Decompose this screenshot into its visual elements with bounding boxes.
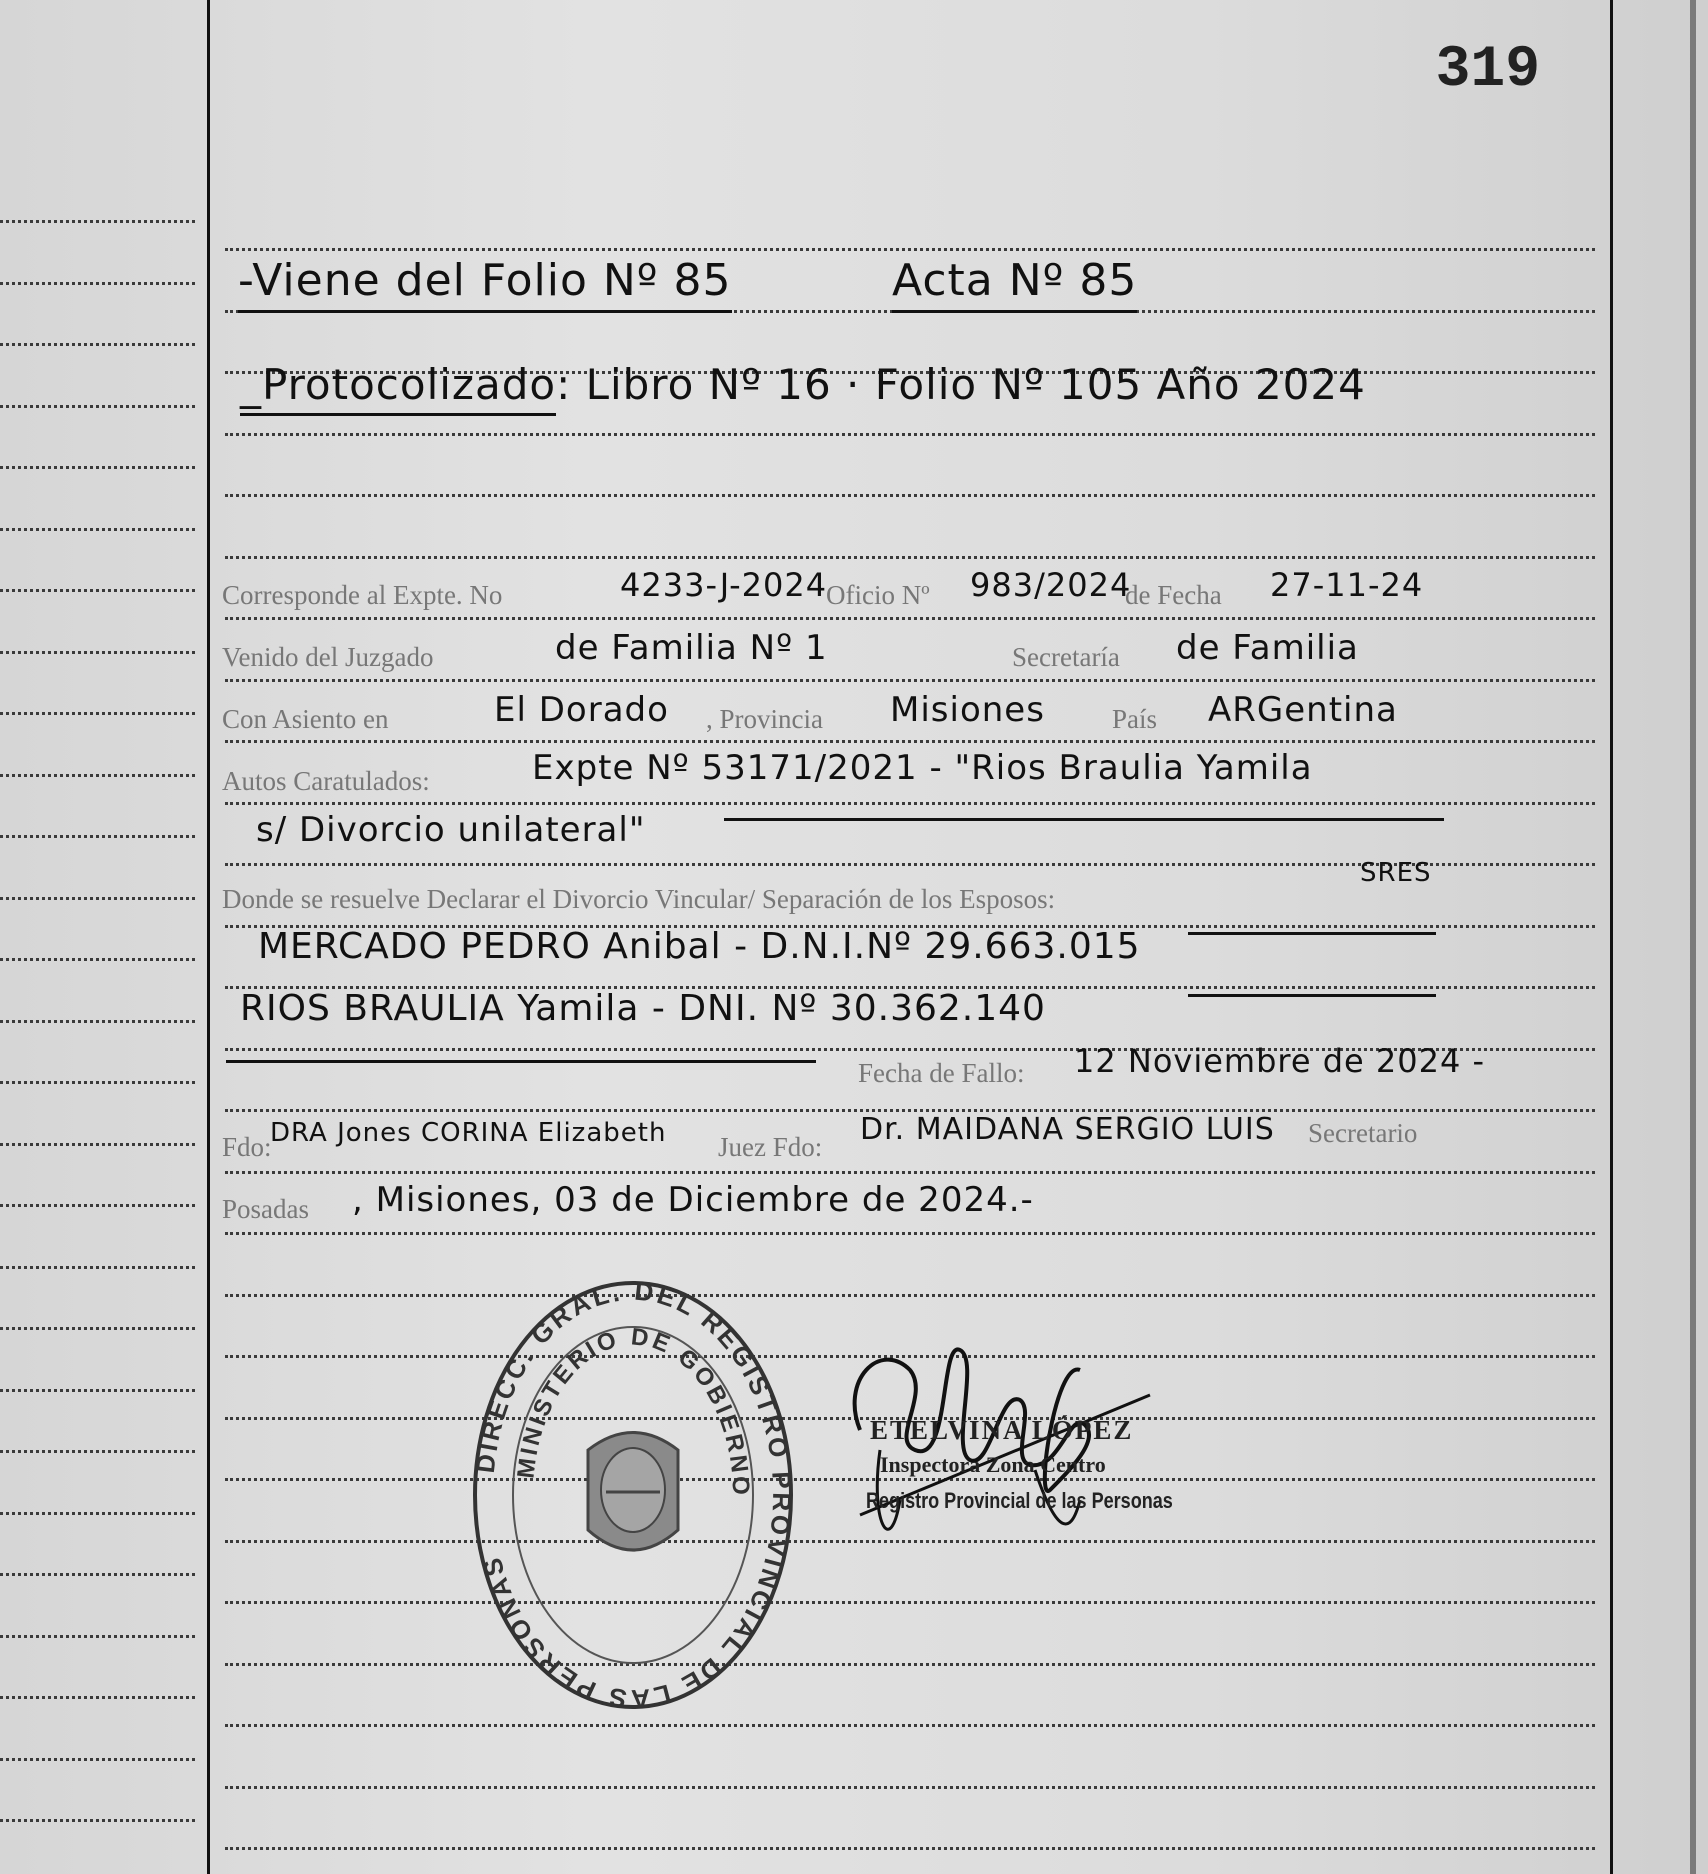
ruled-line [225,1294,1595,1297]
ruled-line [225,1786,1595,1789]
ruled-line [0,1635,195,1638]
ruled-line [0,651,195,654]
secretaria-label: Secretaría [1012,642,1120,672]
pais-label: País [1112,704,1158,734]
fill-line [226,1060,816,1063]
expte-label: Corresponde al Expte. No [222,580,503,610]
ruled-line [0,1020,195,1023]
ruled-line [0,343,195,346]
autos-value-line1: Expte Nº 53171/2021 - "Rios Braulia Yamila [532,748,1313,788]
asiento-label: Con Asiento en [222,704,389,734]
protocolizado-label: _Protocolizado [240,360,556,416]
protocolizado-line [240,360,1366,409]
ruled-line [0,528,195,531]
seal-outer-text: DIRECC. GRAL. DEL REGISTRO PROVINCIAL DE LAS PERSONAS [469,1280,798,1715]
expte-value: 4233-J-2024 [620,566,828,604]
signatory-role: Inspectora Zona Centro [880,1452,1106,1477]
ruled-line [225,1847,1595,1850]
page-number: 319 [1435,38,1540,103]
posadas-label: Posadas [222,1194,309,1224]
resuelve-label: Donde se resuelve Declarar el Divorcio Vincular/ Separación de los Esposos: [222,884,1056,914]
ruled-line [0,1573,195,1576]
seal-inner-text: MINISTERIO DE GOBIERNO [512,1323,755,1499]
juez-label: Juez Fdo: [718,1132,823,1162]
ruled-line [225,802,1595,805]
esposa-line: RIOS BRAULIA Yamila - DNI. Nº 30.362.140 [240,988,1046,1029]
ruled-line [0,1512,195,1515]
fdo-label: Fdo: [222,1132,272,1162]
autos-label: Autos Caratulados: [222,766,430,796]
ruled-line [0,1450,195,1453]
margin-rule-right [1610,0,1613,1874]
ruled-line [225,556,1595,559]
fallo-label: Fecha de Fallo: [858,1058,1025,1088]
secretario-label: Secretario [1308,1118,1418,1148]
autos-value-line2: s/ Divorcio unilateral" [256,810,646,850]
posadas-value: , Misiones, 03 de Diciembre de 2024.- [352,1180,1034,1220]
ruled-line [225,433,1595,436]
ruled-line [225,740,1595,743]
ruled-line [225,1232,1595,1235]
venido-label: Venido del Juzgado [222,642,434,672]
ruled-line [0,958,195,961]
official-seal [468,1280,798,1720]
fdo-secretario: Dr. MAIDANA SERGIO LUIS [860,1112,1275,1147]
provincia-value: Misiones [890,690,1045,730]
page-edge [1690,0,1696,1874]
resuelve-value: SRES [1360,858,1432,888]
ruled-line [0,1758,195,1761]
signatory-name: ETELVINA LÓPEZ [870,1415,1134,1445]
ruled-line [225,248,1595,251]
ruled-line [225,1724,1595,1727]
oficio-value: 983/2024 [970,566,1132,604]
signatory-office: Registro Provincial de las Personas [866,1488,1173,1513]
secretaria-value: de Familia [1176,628,1359,668]
fill-line [1188,932,1436,935]
oficio-label: Oficio Nº [826,580,930,610]
margin-rule-left [207,0,210,1874]
fallo-value: 12 Noviembre de 2024 - [1074,1042,1486,1080]
fecha-label: de Fecha [1125,580,1222,610]
acta-number: Acta Nº 85 [892,255,1137,313]
ruled-line [0,282,195,285]
ruled-line [225,617,1595,620]
ruled-line [225,1663,1595,1666]
fill-line [1188,994,1436,997]
ruled-line [0,1389,195,1392]
ruled-line [0,897,195,900]
ruled-line [0,1696,195,1699]
ruled-line [0,1819,195,1822]
ruled-line [0,589,195,592]
juzgado-value: de Familia Nº 1 [555,628,828,668]
protocolizado-detail: : Libro Nº 16 · Folio Nº 105 Año 2024 [556,360,1366,409]
ruled-line [0,405,195,408]
provincia-label: , Provincia [706,704,823,734]
pais-value: ARGentina [1208,690,1398,730]
asiento-value: El Dorado [494,690,669,730]
ruled-line [0,1266,195,1269]
ruled-line [0,835,195,838]
fdo-juez: DRA Jones CORINA Elizabeth [270,1118,667,1148]
ruled-line [0,1327,195,1330]
fecha-value: 27-11-24 [1270,566,1424,604]
ruled-line [225,679,1595,682]
ruled-line [0,466,195,469]
ruled-line [0,1143,195,1146]
ruled-line [225,1601,1595,1604]
ruled-line [0,1081,195,1084]
ruled-line [0,220,195,223]
ruled-line [225,1171,1595,1174]
esposo-line: MERCADO PEDRO Anibal - D.N.I.Nº 29.663.015 [258,926,1141,967]
viene-del-folio: -Viene del Folio Nº 85 [238,255,732,313]
ruled-line [0,1204,195,1207]
ruled-line [225,494,1595,497]
coat-of-arms-icon [588,1433,678,1551]
ruled-line [0,712,195,715]
ruled-line [0,774,195,777]
fill-line [724,818,1444,821]
